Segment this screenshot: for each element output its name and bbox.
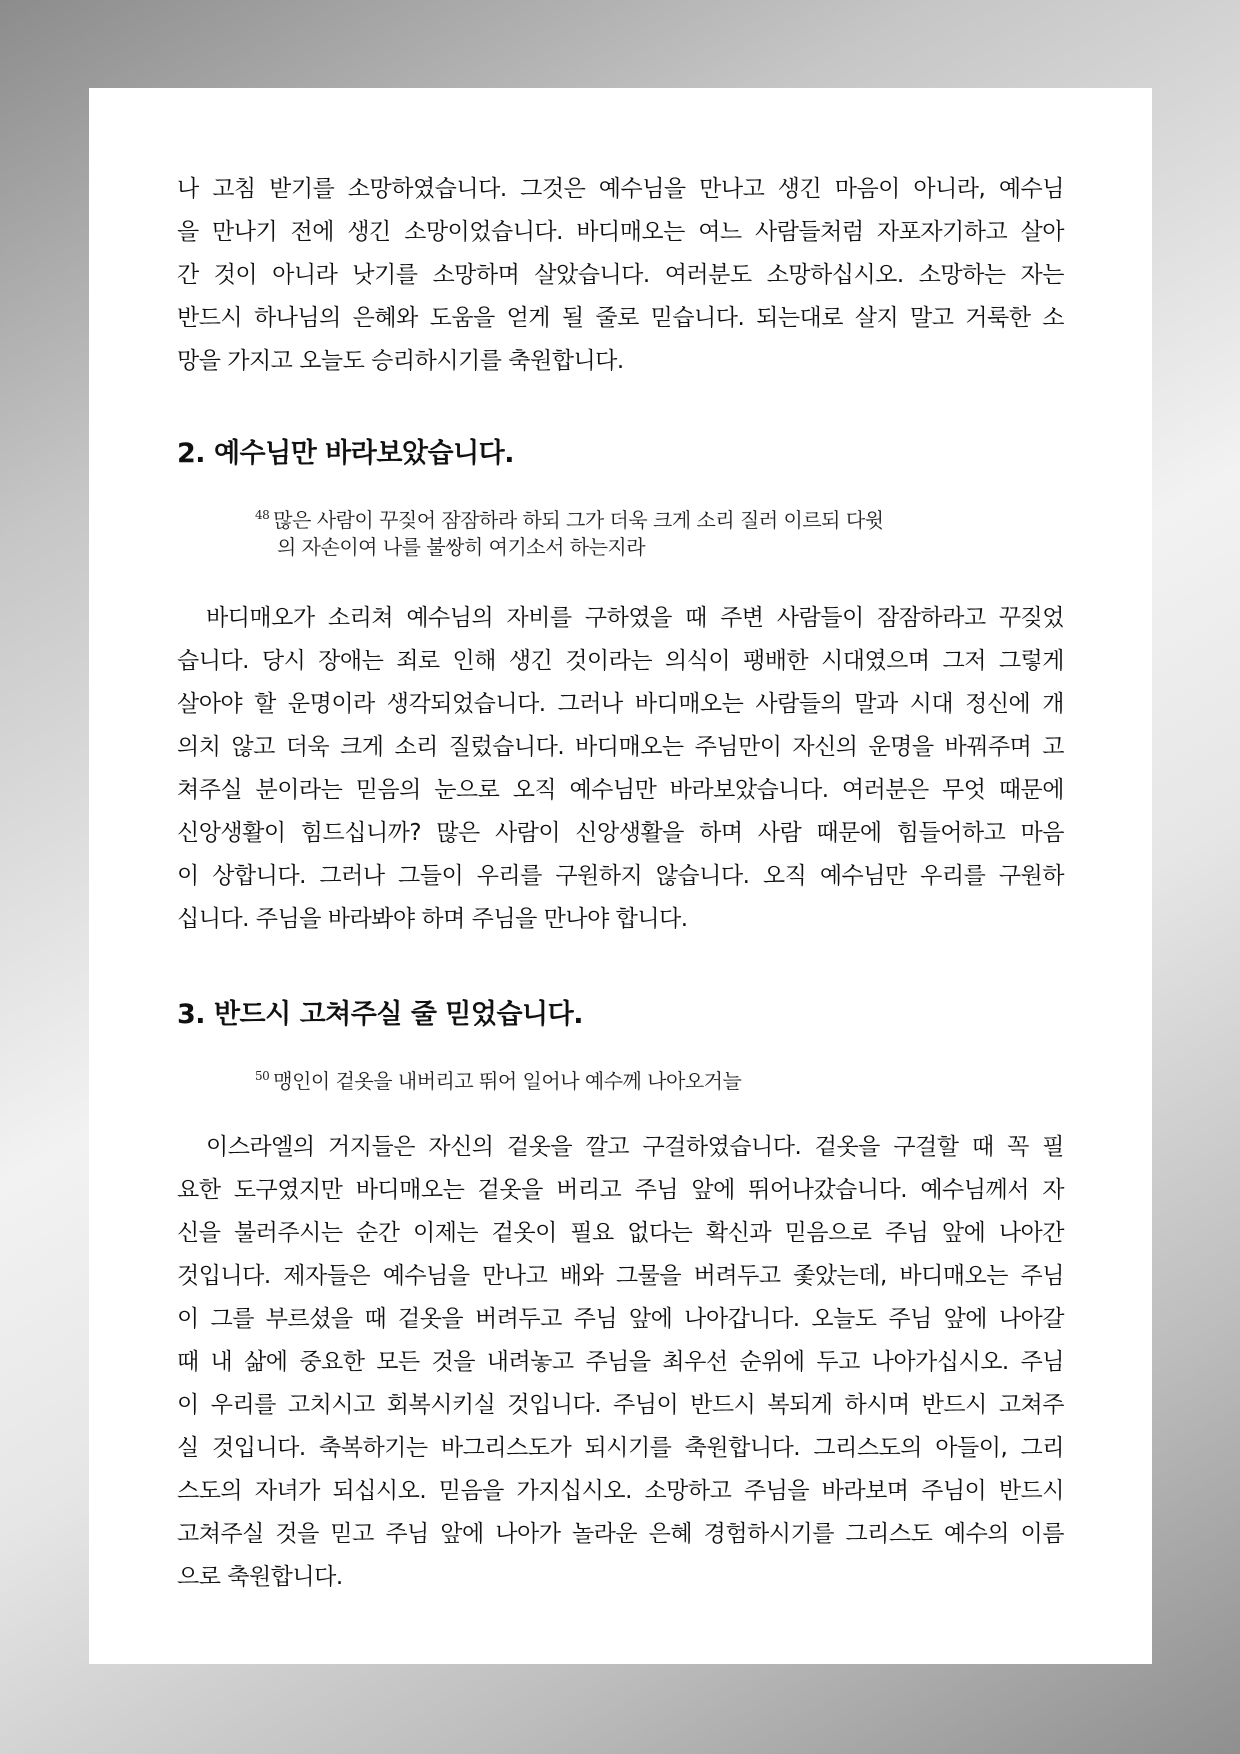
verse-line — [255, 501, 884, 534]
paragraph-line: 신을 불러주시는 순간 이제는 겉옷이 필요 없다는 확신과 믿음으로 주님 앞에 나아간 — [177, 1220, 1064, 1246]
paragraph-line: 신앙생활이 힘드십니까? 많은 사람이 신앙생활을 하며 사람 때문에 힘들어하고 마음 — [177, 820, 1064, 846]
section-heading: 3. 반드시 고쳐주실 줄 믿었습니다. — [177, 999, 583, 1030]
document-page — [89, 88, 1152, 1664]
paragraph-line: 을 만나기 전에 생긴 소망이었습니다. 바디매오는 여느 사람들처럼 자포자기하고 살아 — [177, 219, 1064, 245]
paragraph-line: 이 그를 부르셨을 때 겉옷을 버려두고 주님 앞에 나아갑니다. 오늘도 주님 앞에 나아갈 — [177, 1306, 1064, 1332]
paragraph-line: 이 우리를 고치시고 회복시키실 것입니다. 주님이 반드시 복되게 하시며 반드시 고쳐주 — [177, 1392, 1064, 1418]
verse-number: 48 — [255, 508, 270, 522]
verse-text: 많은 사람이 꾸짖어 잠잠하라 하되 그가 더욱 크게 소리 질러 이르되 다윗 — [273, 508, 884, 532]
verse-line — [255, 1062, 741, 1095]
section-heading: 2. 예수님만 바라보았습니다. — [177, 438, 515, 469]
paragraph-line: 으로 축원합니다. — [177, 1564, 343, 1590]
paragraph-line: 반드시 하나님의 은혜와 도움을 얻게 될 줄로 믿습니다. 되는대로 살지 말고 거룩한 소 — [177, 305, 1064, 331]
paragraph-line: 실 것입니다. 축복하기는 바그리스도가 되시기를 축원합니다. 그리스도의 아들이, 그리 — [177, 1435, 1064, 1461]
paragraph-line: 의치 않고 더욱 크게 소리 질렀습니다. 바디매오는 주님만이 자신의 운명을 바꿔주며 고 — [177, 734, 1064, 760]
paragraph-line: 나 고침 받기를 소망하였습니다. 그것은 예수님을 만나고 생긴 마음이 아니라, 예수님 — [177, 176, 1064, 202]
paragraph-line: 십니다. 주님을 바라봐야 하며 주님을 만나야 합니다. — [177, 906, 688, 932]
paragraph-line: 간 것이 아니라 낫기를 소망하며 살았습니다. 여러분도 소망하십시오. 소망하는 자는 — [177, 262, 1064, 288]
verse-number: 50 — [255, 1069, 270, 1083]
paragraph-line: 스도의 자녀가 되십시오. 믿음을 가지십시오. 소망하고 주님을 바라보며 주님이 반드시 — [177, 1478, 1064, 1504]
paragraph-line: 때 내 삶에 중요한 모든 것을 내려놓고 주님을 최우선 순위에 두고 나아가십시오. 주님 — [177, 1349, 1064, 1375]
paragraph-line: 것입니다. 제자들은 예수님을 만나고 배와 그물을 버려두고 좇았는데, 바디매오는 주님 — [177, 1263, 1064, 1289]
paragraph-line: 고쳐주실 것을 믿고 주님 앞에 나아가 놀라운 은혜 경험하시기를 그리스도 예수의 이름 — [177, 1521, 1064, 1547]
paragraph-line: 쳐주실 분이라는 믿음의 눈으로 오직 예수님만 바라보았습니다. 여러분은 무엇 때문에 — [177, 777, 1064, 803]
paragraph-line: 습니다. 당시 장애는 죄로 인해 생긴 것이라는 의식이 팽배한 시대였으며 그저 그렇게 — [177, 648, 1064, 674]
paragraph-line: 요한 도구였지만 바디매오는 겉옷을 버리고 주님 앞에 뛰어나갔습니다. 예수님께서 자 — [177, 1177, 1064, 1203]
paragraph-line: 망을 가지고 오늘도 승리하시기를 축원합니다. — [177, 348, 624, 374]
verse-text: 맹인이 겉옷을 내버리고 뛰어 일어나 예수께 나아오거늘 — [273, 1069, 742, 1093]
paragraph-line: 살아야 할 운명이라 생각되었습니다. 그러나 바디매오는 사람들의 말과 시대 정신에 개 — [177, 691, 1064, 717]
paragraph-line: 이 상합니다. 그러나 그들이 우리를 구원하지 않습니다. 오직 예수님만 우리를 구원하 — [177, 863, 1064, 889]
paragraph-line: 이스라엘의 거지들은 자신의 겉옷을 깔고 구걸하였습니다. 겉옷을 구걸할 때 꼭 필 — [206, 1134, 1064, 1160]
verse-line: 의 자손이여 나를 불쌍히 여기소서 하는지라 — [277, 535, 646, 559]
paragraph-line: 바디매오가 소리쳐 예수님의 자비를 구하였을 때 주변 사람들이 잠잠하라고 꾸짖었 — [206, 605, 1064, 631]
